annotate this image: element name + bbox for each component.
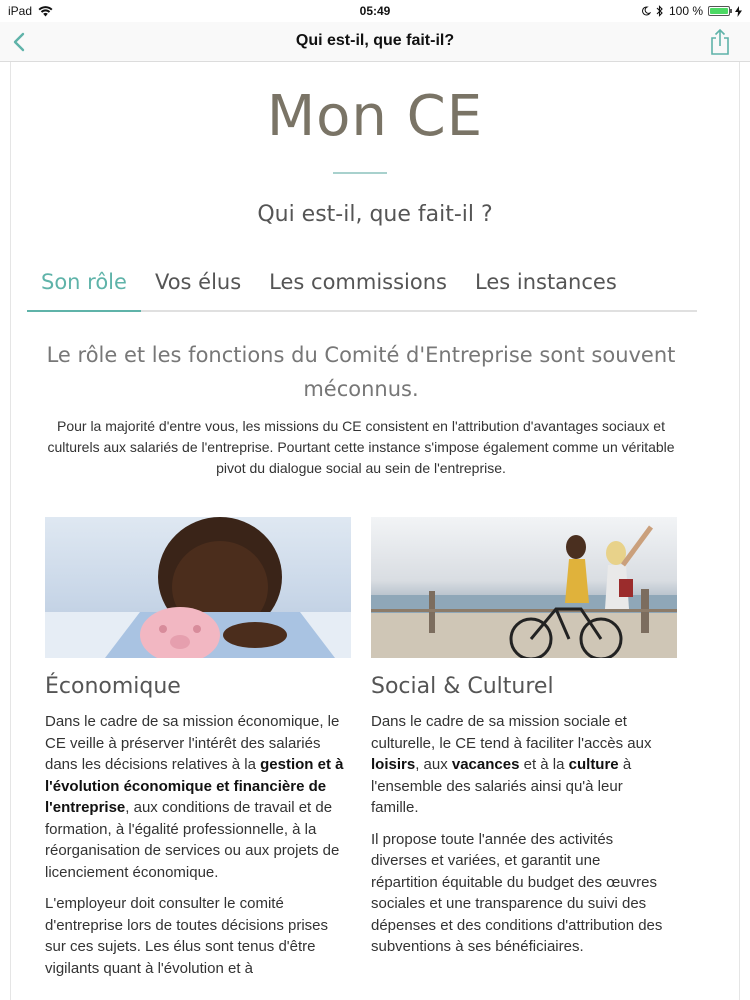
- social-culturel-section: [371, 674, 671, 968]
- title-divider: [333, 172, 387, 174]
- intro-text: Pour la majorité d'entre vous, les missions du CE consistent en l'attribution d'avantages sociaux et culturels aux salariés de l'entreprise. Pourtant cette instance s'impose également comme un véritable pivot du dialogue social au sein de l'entreprise.: [47, 418, 675, 476]
- share-icon[interactable]: [708, 28, 732, 56]
- lead-text: Le rôle et les fonctions du Comité d'Entreprise sont souvent méconnus.: [46, 343, 676, 401]
- device-label: iPad: [8, 4, 33, 18]
- battery-icon: [708, 6, 730, 16]
- tab-les-commissions[interactable]: Les commissions: [269, 270, 447, 294]
- tab-bar: [27, 260, 697, 312]
- tab-vos-elus[interactable]: Vos élus: [154, 270, 242, 294]
- tab-les-instances[interactable]: Les instances: [475, 270, 617, 294]
- economique-section: [45, 674, 345, 989]
- bluetooth-icon: [656, 5, 664, 17]
- cyclists-seaside-image: [371, 517, 677, 658]
- economique-heading: Économique: [45, 674, 181, 699]
- social-paragraph-2: Il propose toute l'année des activités diverses et variées, et garantit une répartition équitable du budget des œuvres sociales et une transparence du suivi des dépenses et des conditions d'attribution des subventions à ses bénéficiaires.: [371, 830, 663, 955]
- social-heading: Social & Culturel: [371, 674, 554, 699]
- moon-icon: [641, 6, 651, 16]
- battery-percent: 100 %: [668, 4, 703, 18]
- page-title: Mon CE: [266, 84, 484, 149]
- social-paragraph-1: Dans le cadre de sa mission sociale et culturelle, le CE tend à faciliter l'accès aux loisirs, aux vacances et à la culture à l'ensemble des salariés ainsi qu'à leur famille.: [371, 713, 652, 816]
- page-subtitle: Qui est-il, que fait-il ?: [257, 202, 493, 227]
- child-piggy-bank-image: [45, 517, 351, 658]
- status-time: 05:49: [359, 4, 391, 18]
- charging-icon: [735, 6, 742, 17]
- tab-son-role[interactable]: Son rôle: [27, 260, 141, 312]
- nav-title: Qui est-il, que fait-il?: [295, 32, 455, 49]
- nav-bar: [0, 22, 750, 62]
- page-content: [10, 62, 740, 1000]
- economique-paragraph-1: Dans le cadre de sa mission économique, le CE veille à préserver l'intérêt des salariés dans les décisions relatives à la gestion et à l'évolution économique et financière de l'entreprise, aux conditions de travail et de formation, à l'égalité professionnelle, à la réorganisation de services ou aux projets de licenciement économique.: [45, 713, 344, 881]
- economique-paragraph-2: L'employeur doit consulter le comité d'entreprise lors de toutes décisions prises sur ces sujets. Les élus sont tenus d'être vigilants quant à l'évolution et à: [45, 895, 329, 977]
- status-bar: [0, 0, 750, 22]
